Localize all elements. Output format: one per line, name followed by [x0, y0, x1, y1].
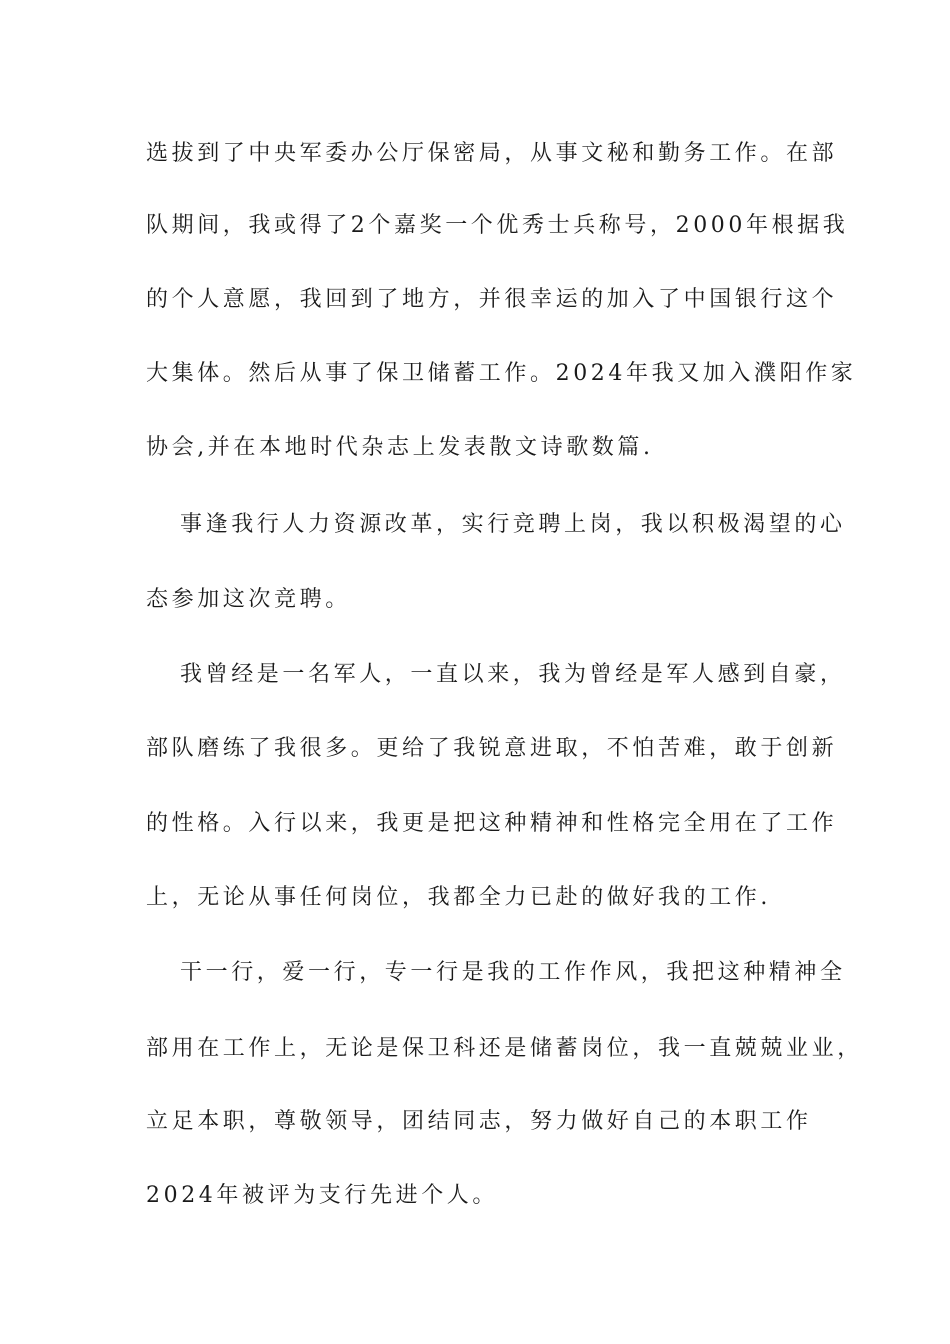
paragraph-3-line-1: 我曾经是一名军人，一直以来，我为曾经是军人感到自豪，	[180, 662, 846, 687]
paragraph-1-line-5: 协会,并在本地时代杂志上发表散文诗歌数篇.	[146, 435, 654, 460]
paragraph-1-line-2: 队期间，我或得了2个嘉奖一个优秀士兵称号，2000年根据我	[146, 213, 849, 238]
paragraph-4-line-2: 部用在工作上，无论是保卫科还是储蓄岗位，我一直兢兢业业，	[146, 1036, 863, 1061]
paragraph-3-line-4: 上，无论从事任何岗位，我都全力已赴的做好我的工作.	[146, 885, 771, 910]
paragraph-2-line-1: 事逢我行人力资源改革，实行竞聘上岗，我以积极渴望的心	[180, 512, 846, 537]
paragraph-1-line-1: 选拔到了中央军委办公厅保密局，从事文秘和勤务工作。在部	[146, 141, 838, 166]
paragraph-2-line-2: 态参加这次竞聘。	[146, 587, 351, 612]
paragraph-4-line-4: 2024年被评为支行先进个人。	[146, 1183, 498, 1208]
paragraph-1-line-4: 大集体。然后从事了保卫储蓄工作。2024年我又加入濮阳作家	[146, 361, 857, 386]
paragraph-3-line-3: 的性格。入行以来，我更是把这种精神和性格完全用在了工作	[146, 811, 838, 836]
paragraph-4-line-3: 立足本职，尊敬领导，团结同志，努力做好自己的本职工作	[146, 1109, 812, 1134]
paragraph-3-line-2: 部队磨练了我很多。更给了我锐意进取，不怕苦难，敢于创新	[146, 736, 838, 761]
paragraph-1-line-3: 的个人意愿，我回到了地方，并很幸运的加入了中国银行这个	[146, 287, 838, 312]
paragraph-4-line-1: 干一行，爱一行，专一行是我的工作作风，我把这种精神全	[180, 960, 846, 985]
